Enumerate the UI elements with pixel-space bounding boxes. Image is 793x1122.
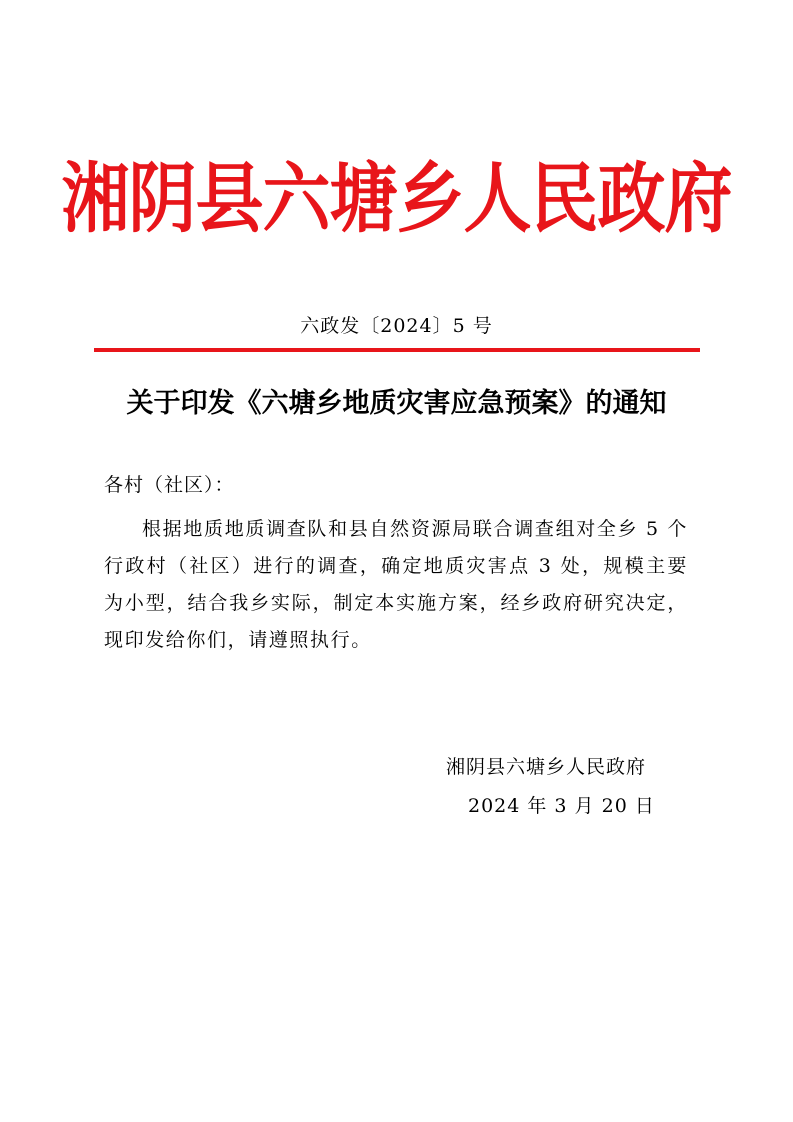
issuer-masthead: 湘阴县六塘乡人民政府 [61, 155, 732, 245]
salutation: 各村（社区）： [104, 474, 235, 496]
signature-issuer: 湘阴县六塘乡人民政府 [446, 756, 647, 778]
document-title: 关于印发《六塘乡地质灾害应急预案》的通知 [126, 388, 667, 419]
red-divider-line [94, 348, 700, 352]
document-number: 六政发〔2024〕5 号 [300, 315, 493, 337]
issue-date: 2024 年 3 月 20 日 [468, 795, 655, 817]
body-paragraph: 根据地质地质调查队和县自然资源局联合调查组对全乡 5 个行政村（社区）进行的调查，确定地质灾害点 3 处，规模主要为小型，结合我乡实际，制定本实施方案，经乡政府研究决定，现印发给你们，请遵照执行。 [104, 518, 688, 651]
